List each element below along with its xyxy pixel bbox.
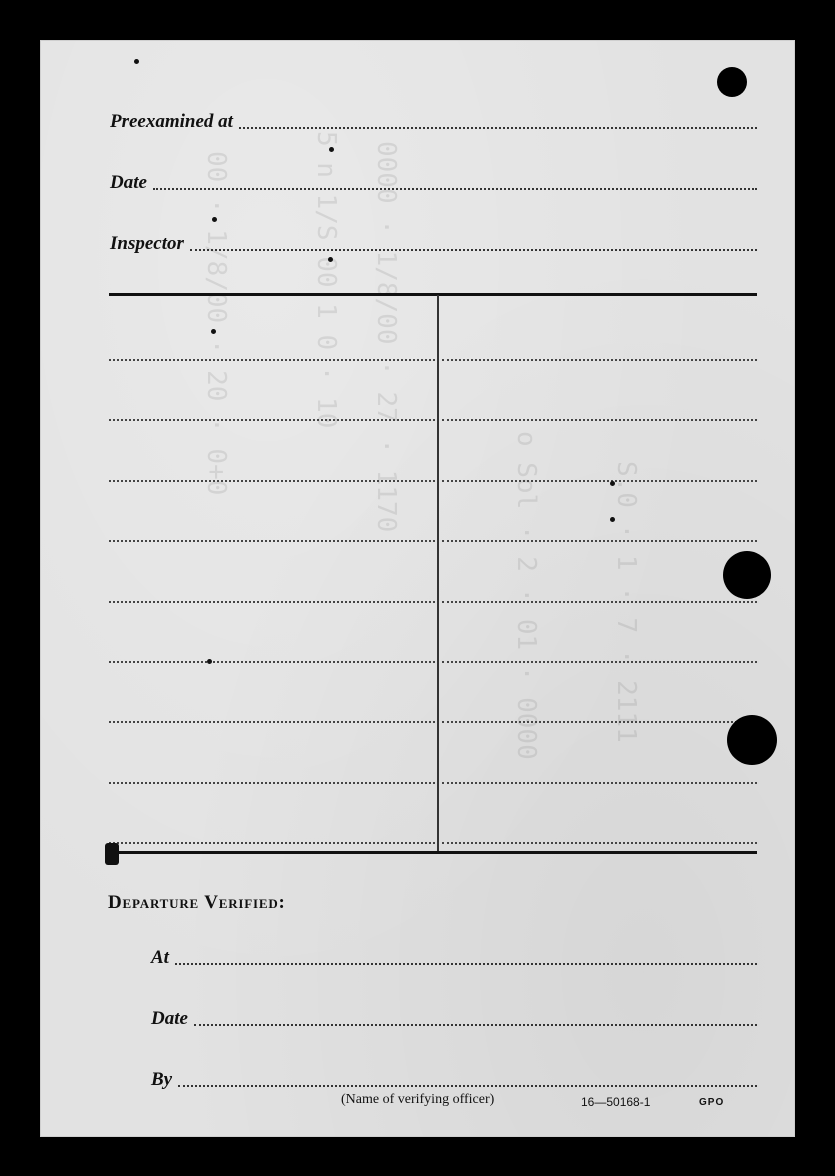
departure-date-row: [151, 1008, 757, 1030]
table-line-right[interactable]: [442, 601, 757, 603]
table-bottom-rule: [109, 851, 757, 854]
table-line-right[interactable]: [442, 842, 757, 844]
date-row: [110, 172, 757, 194]
speck-mark: [212, 217, 217, 222]
table-line-right[interactable]: [442, 419, 757, 421]
by-caption: (Name of verifying officer): [341, 1092, 495, 1107]
date-label: Date: [110, 172, 147, 193]
table-line-left[interactable]: [109, 359, 435, 361]
bleed-through-text: 0000 · 1/8/00 · 27 · 1170: [371, 141, 401, 533]
speck-mark: [207, 659, 212, 664]
by-row: [151, 1069, 757, 1091]
table-line-left[interactable]: [109, 419, 435, 421]
table-line-left[interactable]: [109, 540, 435, 542]
punch-hole: [723, 551, 771, 599]
table-column-divider: [437, 295, 439, 851]
speck-mark: [211, 329, 216, 334]
bleed-through-text: 5 n 1/S 00 1 0 · 10: [311, 131, 341, 429]
speck-mark: [610, 517, 615, 522]
inspector-field[interactable]: [190, 248, 757, 251]
table-line-right[interactable]: [442, 661, 757, 663]
printer-mark: GPO: [699, 1097, 725, 1108]
table-line-left[interactable]: [109, 661, 435, 663]
table-line-left[interactable]: [109, 721, 435, 723]
speck-mark: [328, 257, 333, 262]
at-row: [151, 947, 757, 969]
table-line-left[interactable]: [109, 601, 435, 603]
at-label: At: [151, 947, 169, 968]
speck-mark: [134, 59, 139, 64]
preexamined-label: Preexamined at: [110, 111, 233, 132]
by-field[interactable]: [178, 1084, 757, 1087]
punch-hole: [727, 715, 777, 765]
table-line-right[interactable]: [442, 540, 757, 542]
preexamined-field[interactable]: [239, 126, 757, 129]
bleed-through-text: 00 · 1/8/00 · 20 · 0+0: [201, 151, 231, 496]
speck-mark: [329, 147, 334, 152]
departure-date-field[interactable]: [194, 1023, 757, 1026]
form-card: [40, 40, 795, 1137]
preexamined-row: [110, 111, 757, 133]
table-line-left[interactable]: [109, 480, 435, 482]
smudge-mark: [105, 843, 119, 865]
table-line-left[interactable]: [109, 782, 435, 784]
table-line-left[interactable]: [109, 842, 435, 844]
inspector-row: [110, 233, 757, 255]
form-number: 16—50168-1: [581, 1095, 651, 1109]
table-top-rule: [109, 293, 757, 296]
bleed-through-text: o Sol · 2 · 01 · 0000: [511, 431, 541, 760]
table-line-right[interactable]: [442, 782, 757, 784]
table-line-right[interactable]: [442, 480, 757, 482]
at-field[interactable]: [175, 962, 757, 965]
punch-hole: [717, 67, 747, 97]
date-field[interactable]: [153, 187, 757, 190]
by-label: By: [151, 1069, 173, 1090]
table-line-right[interactable]: [442, 721, 757, 723]
speck-mark: [610, 481, 615, 486]
table-line-right[interactable]: [442, 359, 757, 361]
departure-heading: Departure Verified:: [108, 892, 286, 913]
inspector-label: Inspector: [110, 233, 184, 254]
bleed-through-text: S.0 · 1 · 7 · 2111: [611, 461, 641, 743]
departure-date-label: Date: [151, 1008, 188, 1029]
